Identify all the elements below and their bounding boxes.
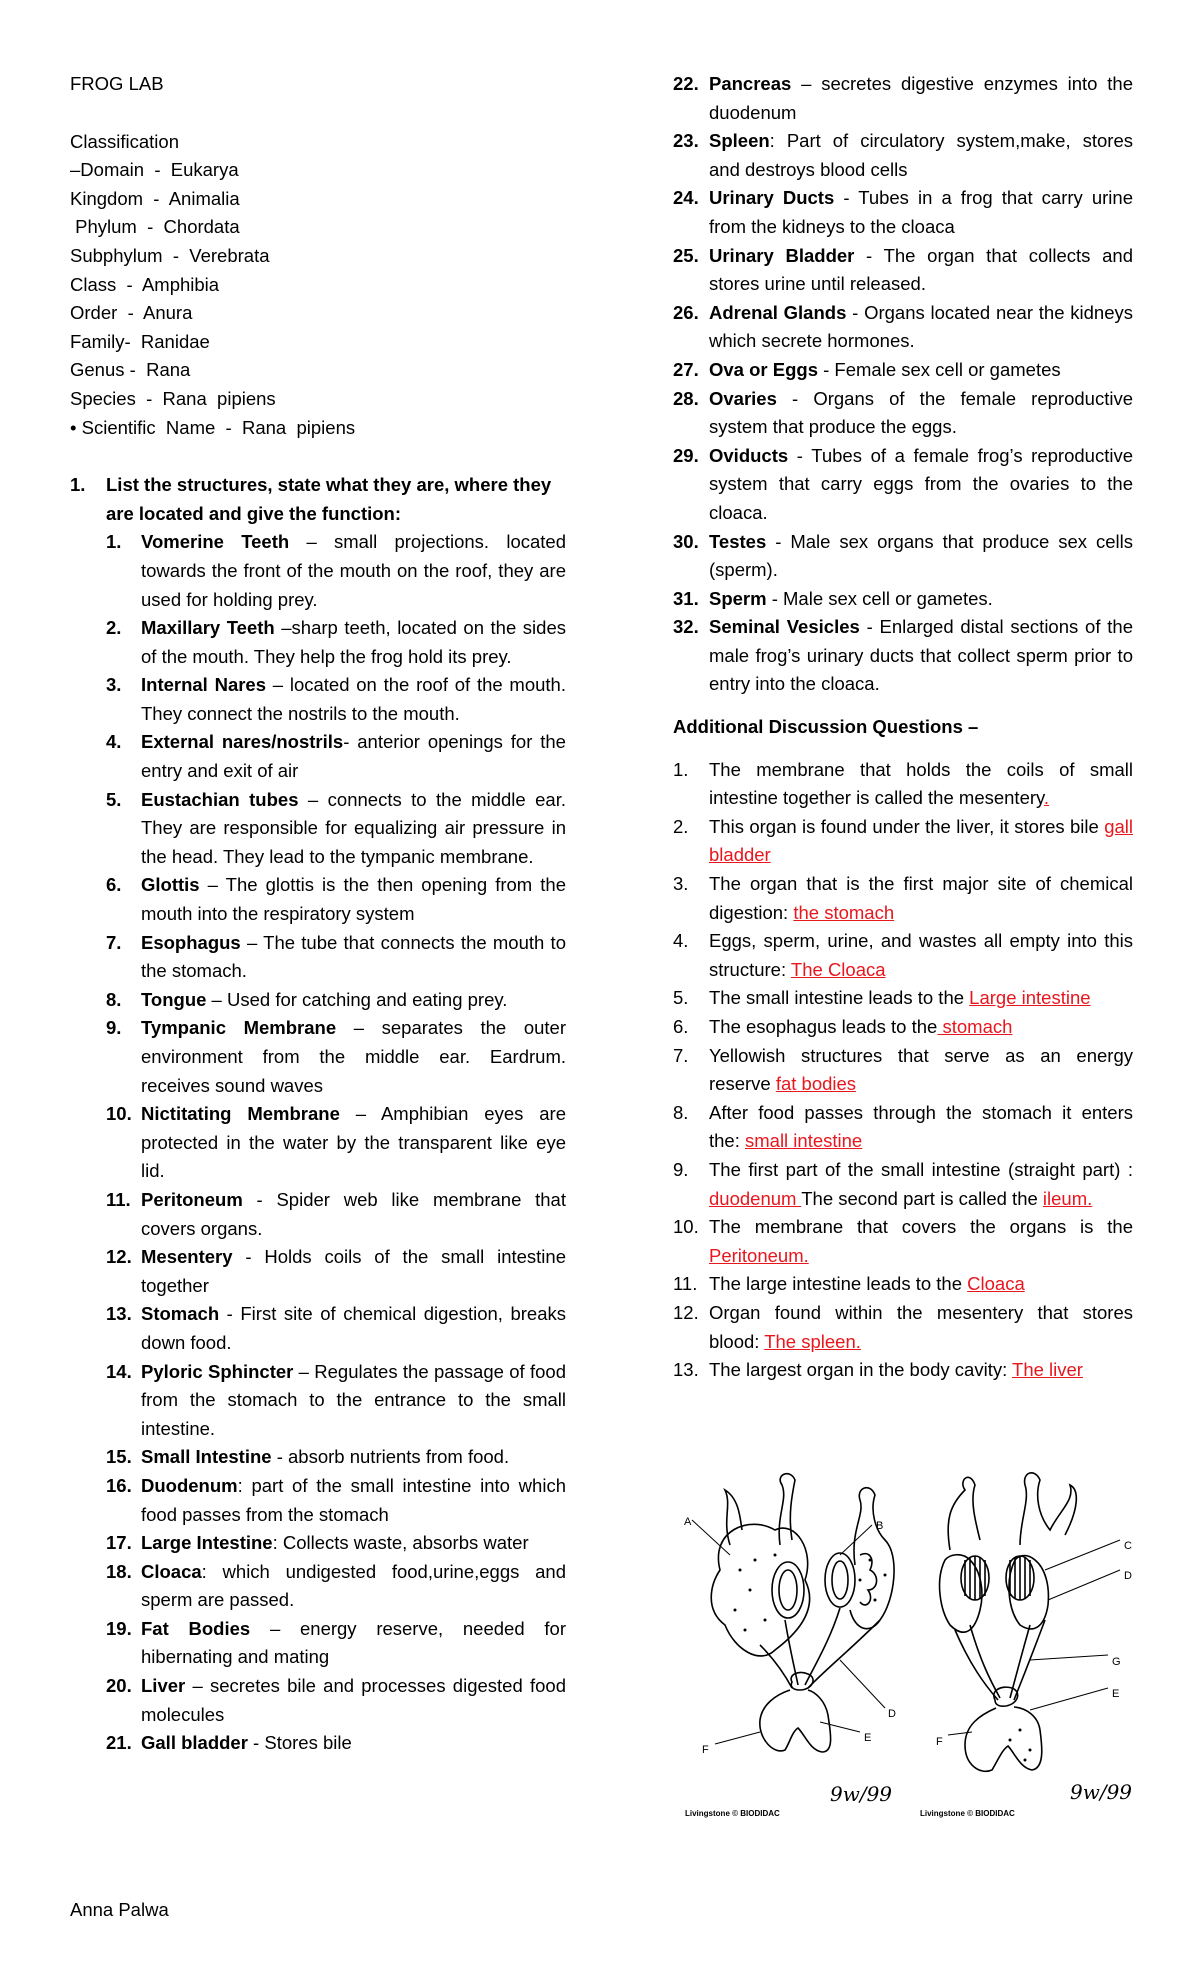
structure-item [106, 1615, 566, 1672]
structure-term: Pyloric Sphincter [141, 1360, 294, 1382]
question-prompt: The first part of the small intestine (straight part) : [709, 1158, 1133, 1180]
structure-term: Gall bladder [141, 1732, 248, 1754]
structure-number: 18. [106, 1560, 132, 1582]
diagram-label-f-right: F [936, 1736, 943, 1748]
discussion-question [673, 756, 1133, 813]
structure-text [709, 356, 1133, 385]
female-frog-diagram [680, 1460, 910, 1820]
structure-item [673, 528, 1133, 585]
classification-line: Subphylum - Verebrata [70, 244, 270, 266]
structure-description: – The glottis is the then opening from the mouth into the respiratory system [141, 874, 566, 925]
classification-line: Genus - Rana [70, 359, 191, 381]
question-answer: duodenum [709, 1187, 802, 1209]
structure-description: –sharp teeth, located on the sides of the mouth. They help the frog hold its prey. [141, 617, 566, 667]
question-number: 3. [673, 873, 689, 895]
structure-description: – connects to the middle ear. They are responsible for equalizing air pressure in the head. They lead to the tympanic membrane. [141, 788, 566, 867]
structure-term: Adrenal Glands [709, 301, 847, 323]
structure-term: Testes [709, 530, 767, 552]
structure-description: : part of the small intestine into which food passes from the stomach [141, 1474, 566, 1525]
structure-text [709, 299, 1133, 356]
structure-description: – The tube that connects the mouth to the stomach. [141, 931, 566, 982]
question-number: 12. [673, 1301, 699, 1323]
structure-number: 9. [106, 1017, 122, 1039]
structure-text [141, 614, 566, 671]
question-text [709, 1356, 1133, 1385]
question-text [709, 1270, 1133, 1299]
structure-text [141, 1100, 566, 1186]
structure-term: Peritoneum [141, 1188, 243, 1210]
structure-term: Nictitating Membrane [141, 1103, 340, 1125]
structure-text [141, 1243, 566, 1300]
question-answer: Large intestine [969, 987, 1091, 1009]
structure-text [709, 442, 1133, 528]
structure-number: 2. [106, 617, 122, 639]
structure-number: 12. [106, 1246, 132, 1268]
question-answer: stomach [937, 1016, 1013, 1037]
structure-number: 21. [106, 1732, 132, 1754]
discussion-question [673, 1099, 1133, 1156]
question-1-text: List the structures, state what they are, where they are located and give the function: [106, 474, 552, 524]
structure-text [709, 70, 1133, 127]
diagram-label-d: D [888, 1708, 896, 1720]
structure-number: 14. [106, 1360, 132, 1382]
question-text [709, 1299, 1133, 1356]
question-text [709, 1013, 1133, 1042]
structure-description: – secretes bile and processes digested food molecules [141, 1675, 566, 1725]
structure-term: Liver [141, 1675, 186, 1697]
structure-description: - First site of chemical digestion, breaks down food. [141, 1303, 566, 1353]
diagram-label-c: C [1124, 1540, 1132, 1552]
structure-text [141, 1529, 566, 1558]
structure-description: – separates the outer environment from the middle ear. Eardrum. receives sound waves [141, 1017, 566, 1096]
question-number: 11. [673, 1273, 698, 1295]
question-text [709, 927, 1133, 984]
classification-line: Class - Amphibia [70, 273, 220, 295]
structure-number: 11. [106, 1188, 131, 1210]
question-number: 4. [673, 930, 689, 952]
question-1-number: 1. [70, 474, 86, 496]
discussion-question [673, 1013, 1133, 1042]
structure-description: - Holds coils of the small intestine together [141, 1246, 566, 1296]
structure-item [673, 356, 1133, 385]
classification-line: Family- Ranidae [70, 330, 210, 352]
diagram-signature: 9w/99 [830, 1782, 893, 1806]
structure-text [141, 786, 566, 872]
question-answer: gall bladder [709, 815, 1133, 866]
question-answer: the stomach [793, 901, 895, 923]
structure-term: Ovaries [709, 387, 777, 409]
page-title: FROG LAB [70, 73, 164, 94]
structure-term: Cloaca [141, 1560, 202, 1582]
male-frog-diagram [910, 1460, 1160, 1820]
structure-description: – secretes digestive enzymes into the duodenum [709, 73, 1133, 123]
male-frog-drawing [910, 1460, 1160, 1820]
structure-term: Urinary Ducts [709, 187, 835, 209]
structure-item [106, 1100, 566, 1186]
structure-number: 26. [673, 301, 699, 323]
question-number: 1. [673, 758, 689, 780]
classification-line: Phylum - Chordata [70, 216, 240, 238]
structure-description: - Organs of the female reproductive system that produce the eggs. [709, 387, 1133, 438]
diagram-label-f: F [702, 1744, 709, 1756]
classification-line: Order - Anura [70, 302, 193, 324]
structure-text [141, 528, 566, 614]
structure-text [141, 671, 566, 728]
structure-term: Pancreas [709, 73, 792, 94]
structure-item [106, 871, 566, 928]
structure-text [141, 1729, 566, 1758]
structure-term: Ova or Eggs [709, 358, 818, 380]
question-number: 8. [673, 1101, 689, 1123]
diagram-signature-right: 9w/99 [1070, 1780, 1133, 1804]
structure-description: - The organ that collects and stores urine until released. [709, 244, 1133, 295]
question-prompt-continued: The second part is called the [801, 1187, 1043, 1209]
question-number: 2. [673, 815, 689, 837]
structure-description: – Amphibian eyes are protected in the water by the transparent like eye lid. [141, 1103, 566, 1182]
structure-text [709, 242, 1133, 299]
structure-number: 25. [673, 244, 699, 266]
structure-number: 23. [673, 130, 699, 152]
structure-description: - Spider web like membrane that covers organs. [141, 1188, 566, 1239]
question-text [709, 1213, 1133, 1270]
structure-text [141, 1672, 566, 1729]
structure-text [141, 871, 566, 928]
question-answer-second: ileum. [1042, 1187, 1093, 1209]
structure-term: Tongue [141, 988, 207, 1010]
structure-number: 28. [673, 387, 699, 409]
question-prompt: The organ that is the first major site of chemical digestion: [709, 873, 1133, 923]
structure-item [106, 1300, 566, 1357]
structure-item [106, 1472, 566, 1529]
question-prompt: Eggs, sperm, urine, and wastes all empty into this structure: [709, 930, 1133, 980]
structure-number: 22. [673, 73, 699, 94]
diagram-credit: Livingstone © BIODIDAC [685, 1809, 780, 1818]
structure-description: - Tubes in a frog that carry urine from the kidneys to the cloaca [709, 187, 1133, 237]
question-number: 6. [673, 1016, 689, 1037]
structure-term: Spleen [709, 130, 770, 152]
structure-text [141, 1186, 566, 1243]
structure-number: 27. [673, 358, 699, 380]
question-prompt: The largest organ in the body cavity: [709, 1359, 1013, 1381]
discussion-question [673, 1156, 1133, 1213]
structure-item [673, 385, 1133, 442]
structure-number: 24. [673, 187, 699, 209]
structure-text [141, 929, 566, 986]
structure-item [673, 242, 1133, 299]
additional-questions-heading: Additional Discussion Questions – [673, 716, 979, 738]
structure-item [106, 1243, 566, 1300]
structure-number: 8. [106, 988, 122, 1010]
diagram-label-e: E [864, 1732, 872, 1744]
structure-term: Vomerine Teeth [141, 531, 290, 553]
structure-number: 29. [673, 444, 699, 466]
question-answer: The Cloaca [790, 958, 886, 980]
structures-list-right [673, 70, 1133, 699]
structure-number: 13. [106, 1303, 132, 1325]
structure-description: – Regulates the passage of food from the stomach to the entrance to the small intestine. [141, 1360, 566, 1439]
discussion-question [673, 1356, 1133, 1385]
question-answer: The spleen. [764, 1330, 861, 1352]
structure-number: 30. [673, 530, 699, 552]
classification-line: Kingdom - Animalia [70, 187, 240, 209]
structure-number: 7. [106, 931, 122, 953]
structure-description: - Tubes of a female frog’s reproductive system that carry eggs from the ovaries to the cloaca. [709, 444, 1133, 523]
structure-item [673, 299, 1133, 356]
question-answer: fat bodies [775, 1073, 857, 1095]
structure-item [106, 1014, 566, 1100]
structure-description: – small projections. located towards the front of the mouth on the roof, they are used for holding prey. [141, 531, 567, 610]
question-1 [70, 471, 566, 528]
discussion-question [673, 1213, 1133, 1270]
structure-item [673, 184, 1133, 241]
question-text [709, 1156, 1133, 1213]
structure-item [106, 528, 566, 614]
structure-term: Internal Nares [141, 674, 267, 696]
structure-item [106, 1186, 566, 1243]
structure-text [709, 127, 1133, 184]
structure-text [141, 1443, 566, 1472]
structure-number: 16. [106, 1474, 132, 1496]
structure-text [141, 1014, 566, 1100]
structure-item [106, 728, 566, 785]
structure-term: Seminal Vesicles [709, 616, 860, 638]
diagram-label-e-right: E [1112, 1688, 1120, 1700]
structure-number: 32. [673, 616, 699, 638]
question-number: 9. [673, 1158, 689, 1180]
structure-text [141, 1558, 566, 1615]
structure-text [141, 1615, 566, 1672]
structure-number: 19. [106, 1617, 132, 1639]
question-answer: Cloaca [967, 1273, 1025, 1295]
structure-text [709, 184, 1133, 241]
discussion-question [673, 1299, 1133, 1356]
discussion-question [673, 1042, 1133, 1099]
classification-heading: Classification [70, 130, 179, 152]
question-number: 10. [673, 1216, 699, 1238]
structure-description: – located on the roof of the mouth. They connect the nostrils to the mouth. [141, 674, 566, 724]
discussion-question [673, 870, 1133, 927]
structure-item [106, 1729, 566, 1758]
structure-item [673, 613, 1133, 699]
discussion-question [673, 813, 1133, 870]
structure-description: : Collects waste, absorbs water [272, 1532, 529, 1554]
structure-item [673, 70, 1133, 127]
structure-description: - Stores bile [247, 1732, 352, 1754]
structure-item [673, 585, 1133, 614]
structures-list-left [106, 528, 566, 1758]
structure-number: 4. [106, 731, 122, 753]
structure-number: 10. [106, 1103, 132, 1125]
structure-number: 5. [106, 788, 122, 810]
structure-term: Fat Bodies [141, 1617, 251, 1639]
author-name: Anna Palwa [70, 1899, 169, 1920]
question-text [709, 756, 1133, 813]
classification-block [70, 128, 566, 443]
structure-number: 31. [673, 587, 699, 609]
structure-item [106, 1443, 566, 1472]
structure-term: Oviducts [709, 444, 789, 466]
structure-item [106, 671, 566, 728]
structure-term: Small Intestine [141, 1446, 272, 1468]
structure-description: - Organs located near the kidneys which secrete hormones. [709, 301, 1133, 352]
question-prompt: Organ found within the mesentery that stores blood: [709, 1301, 1133, 1352]
question-number: 7. [673, 1044, 689, 1066]
structure-description: – Used for catching and eating prey. [206, 988, 508, 1010]
structure-description: – energy reserve, needed for hibernating and mating [141, 1617, 566, 1668]
diagram-label-d-right: D [1124, 1570, 1132, 1582]
structure-term: Maxillary Teeth [141, 617, 275, 639]
question-answer: small intestine [745, 1130, 863, 1152]
structure-term: External nares/nostrils [141, 731, 344, 753]
structure-term: Large Intestine [141, 1532, 273, 1554]
structure-item [106, 1672, 566, 1729]
question-prompt: The membrane that holds the coils of small intestine together is called the mesentery [709, 758, 1133, 809]
structure-text [141, 986, 566, 1015]
question-text [709, 984, 1133, 1013]
right-column [673, 70, 1133, 1385]
structure-item [106, 786, 566, 872]
structure-description: - Male sex organs that produce sex cells (sperm). [709, 530, 1133, 581]
question-prompt: The esophagus leads to the [709, 1016, 938, 1037]
structure-term: Tympanic Membrane [141, 1017, 337, 1039]
diagram-label-a: A [684, 1516, 692, 1528]
question-prompt: Yellowish structures that serve as an energy reserve [709, 1044, 1133, 1095]
structure-item [106, 614, 566, 671]
structure-description: - Enlarged distal sections of the male frog’s urinary ducts that collect sperm prior to entry into the cloaca. [709, 616, 1133, 695]
structure-item [106, 1529, 566, 1558]
structure-item [673, 127, 1133, 184]
structure-text [709, 385, 1133, 442]
question-number: 13. [673, 1359, 699, 1381]
question-text [709, 870, 1133, 927]
discussion-question [673, 984, 1133, 1013]
structure-text [141, 728, 566, 785]
question-text [709, 1099, 1133, 1156]
structure-text [141, 1300, 566, 1357]
discussion-question [673, 1270, 1133, 1299]
question-answer: . [1043, 787, 1050, 809]
structure-description: : which undigested food,urine,eggs and sperm are passed. [141, 1560, 566, 1611]
structure-item [106, 1558, 566, 1615]
structure-number: 3. [106, 674, 122, 696]
structure-text [141, 1472, 566, 1529]
structure-number: 1. [106, 531, 122, 553]
question-text [709, 813, 1133, 870]
classification-line: –Domain - Eukarya [70, 159, 239, 181]
structure-number: 17. [106, 1532, 132, 1554]
structure-text [709, 528, 1133, 585]
diagram-label-b: B [876, 1520, 884, 1532]
question-answer: The liver [1012, 1359, 1083, 1381]
left-column [70, 70, 566, 1758]
structure-description: - Female sex cell or gametes [817, 358, 1061, 380]
structure-text [141, 1358, 566, 1444]
structure-number: 20. [106, 1675, 132, 1697]
structure-item [106, 1358, 566, 1444]
structure-description: - absorb nutrients from food. [271, 1446, 510, 1468]
question-prompt: After food passes through the stomach it enters the: [709, 1101, 1133, 1152]
diagram-credit-right: Livingstone © BIODIDAC [920, 1809, 1015, 1818]
question-text [709, 1042, 1133, 1099]
structure-description: - anterior openings for the entry and exit of air [141, 731, 566, 782]
question-number: 5. [673, 987, 689, 1009]
frog-anatomy-figure [680, 1460, 1160, 1820]
question-prompt: This organ is found under the liver, it stores bile [709, 815, 1105, 837]
structure-item [106, 929, 566, 986]
structure-text [709, 613, 1133, 699]
structure-term: Sperm [709, 587, 767, 609]
diagram-label-g: G [1112, 1656, 1121, 1668]
structure-term: Eustachian tubes [141, 788, 299, 810]
structure-term: Duodenum [141, 1474, 238, 1496]
structure-term: Stomach [141, 1303, 220, 1325]
additional-questions-list [673, 756, 1133, 1385]
structure-description: - Male sex cell or gametes. [766, 587, 993, 609]
structure-term: Glottis [141, 874, 200, 896]
structure-item [673, 442, 1133, 528]
classification-line: Species - Rana pipiens [70, 387, 276, 409]
structure-term: Esophagus [141, 931, 241, 953]
structure-number: 15. [106, 1446, 132, 1468]
question-answer: Peritoneum. [709, 1244, 809, 1266]
structure-text [709, 585, 1133, 614]
structure-term: Mesentery [141, 1246, 233, 1268]
question-prompt: The membrane that covers the organs is the [709, 1216, 1133, 1238]
question-prompt: The large intestine leads to the [709, 1273, 968, 1295]
structure-description: : Part of circulatory system,make, stores and destroys blood cells [709, 130, 1133, 180]
structure-term: Urinary Bladder [709, 244, 855, 266]
structure-item [106, 986, 566, 1015]
classification-line: • Scientific Name - Rana pipiens [70, 416, 356, 438]
discussion-question [673, 927, 1133, 984]
question-prompt: The small intestine leads to the [709, 987, 970, 1009]
structure-number: 6. [106, 874, 122, 896]
